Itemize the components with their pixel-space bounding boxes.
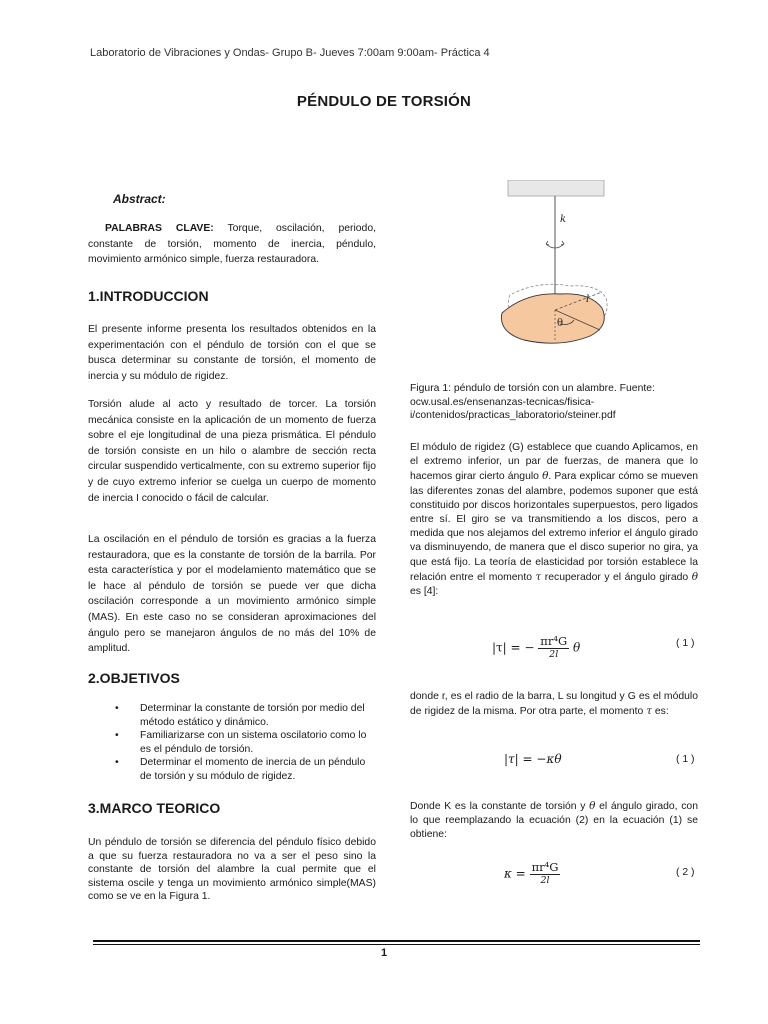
intro-paragraph-2: Torsión alude al acto y resultado de torcer. La torsión mecánica consiste en la aplicación de un momento de fuerza sobre el eje longitudinal de una pieza prismática. El péndulo de torsión consiste en un hilo o alambre de sección recta circular suspendido verticalmente, con su extremo superior fijo y de cuyo extremo inferior se cuelga un cuerpo de momento de inercia I conocido o fácil de calcular. <box>88 399 376 504</box>
tau-symbol: τ <box>646 705 652 718</box>
theta-symbol: θ <box>691 570 698 583</box>
intro-heading: 1.INTRODUCCION <box>88 288 209 304</box>
bullet-icon: • <box>115 703 119 714</box>
bullet-icon: • <box>115 730 119 742</box>
footer-rule-thin <box>93 944 700 945</box>
list-item: • Familiarizarse con un sistema oscilatorio como lo es el péndulo de torsión. <box>115 730 367 755</box>
keywords <box>88 221 376 268</box>
equation-2: |τ| = −κθ <box>504 752 562 766</box>
equation-3-number: ( 2 ) <box>676 867 695 878</box>
theta-symbol: θ <box>542 470 549 483</box>
intro-paragraph-3: La oscilación en el péndulo de torsión es gracias a la fuerza restauradora, que es la constante de torsión de la barrila. Por esta característica y por el modelamiento matemático que se le hace al péndulo de torsión se puede ver que dicha oscilación corresponde a un movimiento armónico simple (MAS). En este caso no se consideran aproximaciones del ángulo pero se manejaron ángulos de no más del 10% de amplitud. <box>88 534 376 655</box>
keywords-text: Torque, oscilación, periodo, constante de torsión, momento de inercia, péndulo, movimiento armónico simple, fuerza restauradora. <box>88 223 376 266</box>
equation-2-number: ( 1 ) <box>676 754 695 765</box>
label-theta: θ <box>557 318 564 329</box>
radius-paragraph: donde r, es el radio de la barra, L su longitud y G es el módulo de rigidez de la misma. Por otra parte, el momento τ es: <box>410 691 698 718</box>
bullet-icon: • <box>115 757 119 769</box>
abstract-heading: Abstract: <box>113 192 166 206</box>
page-title: PÉNDULO DE TORSIÓN <box>296 93 472 110</box>
objectives-heading: 2.OBJETIVOS <box>88 670 180 686</box>
running-head: Laboratorio de Vibraciones y Ondas- Grupo B- Jueves 7:00am 9:00am- Práctica 4 <box>90 47 490 59</box>
label-l: l <box>586 294 590 305</box>
page-number: 1 <box>380 947 388 959</box>
marco-paragraph-1: Un péndulo de torsión se diferencia del péndulo físico debido a que su fuerza restauradora no va a ser el peso sino la constante de torsión del alambre la cual permite que el sistema oscile y tenga un movimiento armónico simple(MAS) como se ve en la Figura 1. <box>88 837 376 903</box>
theta-symbol: θ <box>589 800 596 812</box>
ceiling-plate <box>508 180 604 196</box>
objectives-list <box>88 702 376 784</box>
torsion-constant-paragraph: Donde K es la constante de torsión y θ el ángulo girado, con lo que reemplazando la ecuación (2) en la ecuación (1) se obtiene: <box>410 800 698 841</box>
keywords-label: PALABRAS CLAVE: <box>105 223 214 234</box>
footer-rule <box>93 940 700 942</box>
tau-symbol: τ <box>535 570 542 583</box>
equation-3: κ = $\frac{\text{πr⁴G}}{2l}$ <box>504 860 559 886</box>
torsion-pendulum-figure <box>490 180 620 380</box>
intro-paragraph-1: El presente informe presenta los resultados obtenidos en la experimentación con el péndulo de torsión con el que se busca determinar su constante de torsión, el momento de inercia y su módulo de rigidez. <box>88 324 376 382</box>
figure-caption: Figura 1: péndulo de torsión con un alambre. Fuente: ocw.usal.es/ensenanzas-tecnicas/fisica-i/contenidos/practicas_laboratorio/steiner.pdf <box>410 383 655 422</box>
equation-1-number: ( 1 ) <box>676 638 695 649</box>
equation-1: |τ| = − $\frac{\text{πr⁴G}}{2l}$ θ <box>492 634 581 660</box>
list-item: • Determinar la constante de torsión por medio del método estático y dinámico. <box>115 703 365 728</box>
marco-heading: 3.MARCO TEORICO <box>88 800 221 816</box>
label-k: k <box>560 214 567 225</box>
rigidity-paragraph: El módulo de rigidez (G) establece que cuando Aplicamos, en el extremo inferior, un par de fuerzas, de manera que lo hacemos girar cierto ángulo θ. Para explicar cómo se mueven las diferentes zonas del alambre, podemos suponer que está constituido por discos horizontales superpuestos, pero ligados entre sí. El giro se va transmitiendo a los discos, pero a medida que nos alejamos del extremo inferior el ángulo girado va disminuyendo, de manera que el disco superior no gira, ya que está fijo. La teoría de elasticidad por torsión establece la relación entre el momento τ recuperador y el ángulo girado θ es [4]: <box>410 442 699 598</box>
list-item: • Determinar el momento de inercia de un péndulo de torsión y su módulo de rigidez. <box>115 757 366 782</box>
